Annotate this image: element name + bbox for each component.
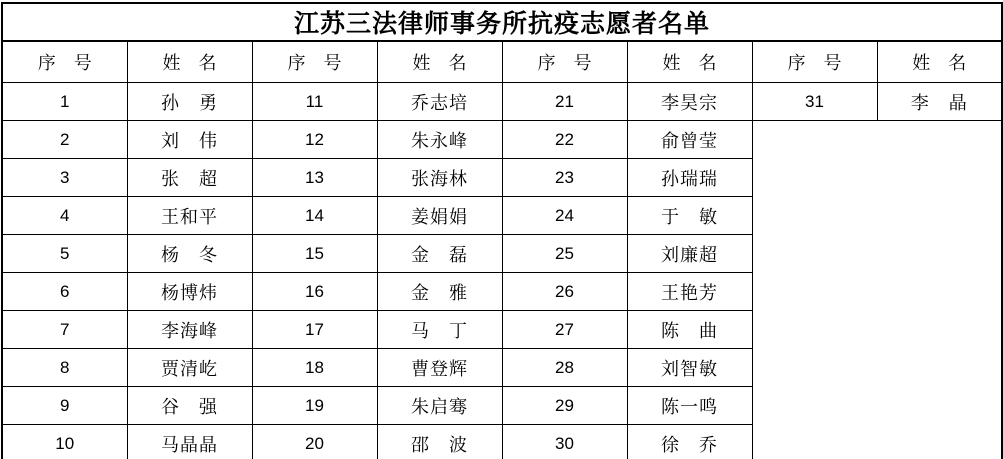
serial-cell: 19 xyxy=(252,387,377,425)
serial-cell: 2 xyxy=(2,121,127,159)
name-cell: 李昊宗 xyxy=(627,83,752,121)
column-header-name: 姓 名 xyxy=(377,41,502,83)
name-cell: 张海林 xyxy=(377,159,502,197)
serial-cell: 31 xyxy=(752,83,877,121)
name-cell: 王艳芳 xyxy=(627,273,752,311)
serial-cell: 29 xyxy=(502,387,627,425)
name-cell: 马 丁 xyxy=(377,311,502,349)
serial-cell: 18 xyxy=(252,349,377,387)
serial-cell: 21 xyxy=(502,83,627,121)
name-cell: 王和平 xyxy=(127,197,252,235)
serial-cell: 4 xyxy=(2,197,127,235)
name-cell: 刘廉超 xyxy=(627,235,752,273)
column-header-serial: 序 号 xyxy=(502,41,627,83)
serial-cell: 23 xyxy=(502,159,627,197)
column-header-serial: 序 号 xyxy=(752,41,877,83)
table-body xyxy=(2,83,1002,459)
serial-cell: 13 xyxy=(252,159,377,197)
volunteer-table xyxy=(1,2,1003,459)
header-row xyxy=(2,41,1002,83)
serial-cell: 27 xyxy=(502,311,627,349)
serial-cell: 26 xyxy=(502,273,627,311)
serial-cell: 3 xyxy=(2,159,127,197)
column-header-serial: 序 号 xyxy=(2,41,127,83)
name-cell: 乔志培 xyxy=(377,83,502,121)
serial-cell: 14 xyxy=(252,197,377,235)
page-title: 江苏三法律师事务所抗疫志愿者名单 xyxy=(2,3,1002,41)
name-cell: 马晶晶 xyxy=(127,425,252,459)
name-cell: 李 晶 xyxy=(877,83,1002,121)
serial-cell: 10 xyxy=(2,425,127,459)
name-cell: 谷 强 xyxy=(127,387,252,425)
serial-cell: 15 xyxy=(252,235,377,273)
serial-cell: 22 xyxy=(502,121,627,159)
name-cell: 邵 波 xyxy=(377,425,502,459)
name-cell: 曹登辉 xyxy=(377,349,502,387)
name-cell: 杨博炜 xyxy=(127,273,252,311)
column-header-serial: 序 号 xyxy=(252,41,377,83)
name-cell: 贾清屹 xyxy=(127,349,252,387)
serial-cell: 30 xyxy=(502,425,627,459)
serial-cell: 1 xyxy=(2,83,127,121)
serial-cell: 16 xyxy=(252,273,377,311)
table-row xyxy=(2,121,1002,159)
name-cell: 陈一鸣 xyxy=(627,387,752,425)
name-cell: 于 敏 xyxy=(627,197,752,235)
serial-cell: 12 xyxy=(252,121,377,159)
serial-cell: 20 xyxy=(252,425,377,459)
name-cell: 金 雅 xyxy=(377,273,502,311)
name-cell: 姜娟娟 xyxy=(377,197,502,235)
name-cell: 孙瑞瑞 xyxy=(627,159,752,197)
column-header-name: 姓 名 xyxy=(877,41,1002,83)
title-row xyxy=(2,3,1002,41)
serial-cell: 24 xyxy=(502,197,627,235)
serial-cell: 9 xyxy=(2,387,127,425)
name-cell: 陈 曲 xyxy=(627,311,752,349)
serial-cell: 11 xyxy=(252,83,377,121)
name-cell: 杨 冬 xyxy=(127,235,252,273)
column-header-name: 姓 名 xyxy=(127,41,252,83)
name-cell: 张 超 xyxy=(127,159,252,197)
name-cell: 金 磊 xyxy=(377,235,502,273)
empty-region xyxy=(752,121,1002,459)
name-cell: 刘 伟 xyxy=(127,121,252,159)
name-cell: 朱启骞 xyxy=(377,387,502,425)
serial-cell: 7 xyxy=(2,311,127,349)
serial-cell: 17 xyxy=(252,311,377,349)
serial-cell: 25 xyxy=(502,235,627,273)
table-row xyxy=(2,83,1002,121)
name-cell: 俞曾莹 xyxy=(627,121,752,159)
serial-cell: 28 xyxy=(502,349,627,387)
serial-cell: 6 xyxy=(2,273,127,311)
column-header-name: 姓 名 xyxy=(627,41,752,83)
serial-cell: 5 xyxy=(2,235,127,273)
name-cell: 刘智敏 xyxy=(627,349,752,387)
name-cell: 李海峰 xyxy=(127,311,252,349)
serial-cell: 8 xyxy=(2,349,127,387)
name-cell: 孙 勇 xyxy=(127,83,252,121)
name-cell: 徐 乔 xyxy=(627,425,752,459)
name-cell: 朱永峰 xyxy=(377,121,502,159)
